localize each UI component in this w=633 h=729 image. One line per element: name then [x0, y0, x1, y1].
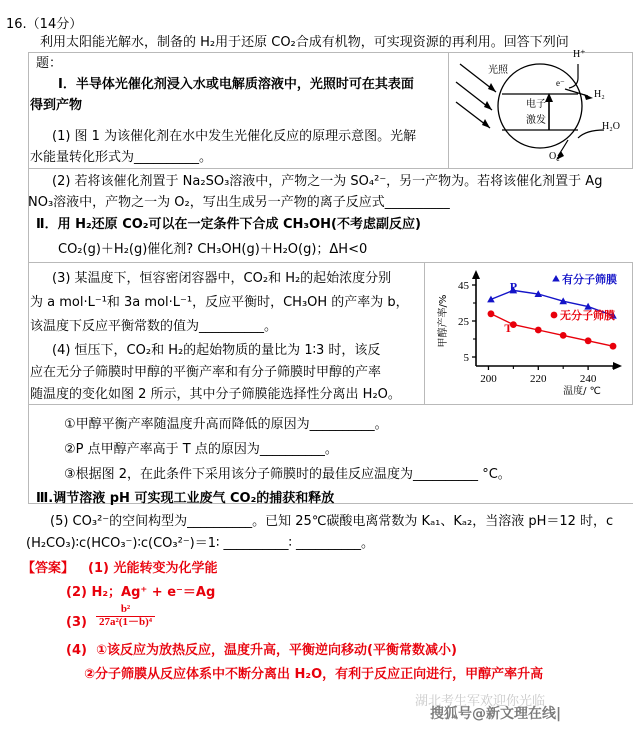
question-4-sub-3: ③根据图 2，在此条件下采用该分子筛膜时的最佳反应温度为__________ °C。	[64, 467, 511, 482]
question-3-line-3: 该温度下反应平衡常数的值为__________。	[30, 319, 278, 334]
chart-annotation: T	[504, 320, 513, 335]
chart-y-axis-label: 甲醇产率/%	[438, 294, 449, 348]
chart-y-tick-label: 5	[463, 352, 469, 364]
chart-data-point	[585, 337, 592, 344]
figure-1-label-electron: e⁻	[556, 78, 565, 88]
answer-3-numerator: b²	[120, 603, 131, 615]
h2o-path	[578, 130, 604, 138]
chart-legend-marker	[552, 275, 560, 282]
answer-3-fraction	[96, 604, 155, 628]
answer-4-sub-1: ①该反应为放热反应，温度升高，平衡逆向移动(平衡常数减小)	[96, 643, 457, 658]
question-3-line-2: 为 a mol·L⁻¹和 3a mol·L⁻¹，反应平衡时，CH₃OH 的产率为 b，	[30, 295, 409, 310]
chart-y-tick-label: 45	[458, 280, 469, 292]
table-rule-fig1-left	[448, 52, 449, 168]
part1-heading: Ⅰ．半导体光催化剂浸入水或电解质溶液中，光照时可在其表面	[58, 77, 414, 92]
answer-2: (2) H₂；Ag⁺ + e⁻＝Ag	[66, 585, 216, 600]
question-4-line-2: 应在无分子筛膜时甲醇的平衡产率和有分子筛膜时甲醇的产率	[30, 365, 382, 380]
answer-4-label: (4)	[66, 643, 87, 658]
question-2-line-2: NO₃溶液中，产物之一为 O₂，写出生成另一产物的离子反应式__________	[28, 195, 450, 210]
chart-legend-marker	[551, 312, 558, 319]
h2-arrow-head	[584, 94, 593, 100]
question-1-line-1: (1) 图 1 为该催化剂在水中发生光催化反应的原理示意图。光解	[52, 129, 417, 144]
question-4-line-3: 随温度的变化如图 2 所示，其中分子筛膜能选择性分离出 H₂O。	[30, 387, 401, 402]
table-rule-left	[28, 52, 29, 503]
watermark-text: 湖北考生军欢迎你光临	[415, 694, 546, 709]
chart-data-point	[610, 343, 617, 350]
figure-1-label-excite-2: 激发	[526, 115, 546, 126]
question-2-line-1: (2) 若将该催化剂置于 Na₂SO₃溶液中，产物之一为 SO₄²⁻，另一产物为。若将该催化剂置于 Ag	[52, 174, 603, 189]
figure-1-label-light: 光照	[488, 65, 508, 76]
chart-y-tick-label: 25	[458, 316, 469, 328]
answer-label: 【答案】	[22, 561, 75, 576]
question-number: 16.（14分）	[6, 17, 83, 32]
figure-1-label-h2o: H₂O	[602, 121, 620, 132]
reaction-equation: CO₂(g)＋H₂(g)催化剂? CH₃OH(g)＋H₂O(g)；ΔH<0	[58, 242, 368, 257]
chart-svg	[432, 266, 628, 398]
chart-x-axis-label: 温度/ ℃	[563, 386, 601, 397]
figure-1-photocatalysis-diagram	[452, 48, 630, 164]
figure-1-label-hplus: H⁺	[573, 49, 586, 60]
chart-annotation: P	[509, 279, 518, 294]
question-4-sub-1: ①甲醇平衡产率随温度升高而降低的原因为__________。	[64, 417, 388, 432]
question-intro: 利用太阳能光解水，制备的 H₂用于还原 CO₂合成有机物，可实现资源的再利用。回答下列问	[40, 35, 569, 50]
question-4-line-1: (4) 恒压下，CO₂和 H₂的起始物质的量比为 1∶3 时，该反	[52, 343, 381, 358]
chart-data-point	[560, 332, 567, 339]
chart-legend-label: 无分子筛膜	[560, 309, 615, 322]
chart-x-tick-label: 240	[579, 373, 597, 385]
table-rule-4	[28, 404, 633, 405]
table-rule-2	[28, 168, 633, 169]
question-intro-cont: 题：	[36, 56, 63, 71]
chart-x-tick-label: 200	[480, 373, 497, 385]
question-4-sub-2: ②P 点甲醇产率高于 T 点的原因为__________。	[64, 442, 338, 457]
question-3-line-1: (3) 某温度下，恒容密闭容器中，CO₂和 H₂的起始浓度分别	[52, 271, 392, 286]
part3-heading: Ⅲ.调节溶液 pH 可实现工业废气 CO₂的捕获和释放	[36, 491, 335, 506]
chart-x-tick-label: 220	[530, 373, 547, 385]
question-5-line-1: (5) CO₃²⁻的空间构型为__________。已知 25℃碳酸电离常数为 Kₐ₁、Kₐ₂，当溶液 pH＝12 时，c	[50, 514, 614, 529]
chart-x-axis-arrow	[613, 362, 622, 370]
table-rule-3	[28, 262, 633, 263]
figure-2-chart	[432, 266, 628, 398]
answer-1: (1) 光能转变为化学能	[88, 561, 218, 576]
part2-heading: Ⅱ．用 H₂还原 CO₂可以在一定条件下合成 CH₃OH(不考虑副反应)	[36, 217, 421, 232]
figure-1-label-h2: H₂	[594, 89, 605, 100]
answer-4-sub-2: ②分子筛膜从反应体系中不断分离出 H₂O，有利于反应正向进行，甲醇产率升高	[84, 667, 544, 682]
chart-data-point	[488, 310, 495, 317]
chart-data-point	[535, 327, 542, 334]
question-1-line-2: 水能量转化形式为__________。	[30, 150, 213, 165]
chart-y-axis-arrow	[472, 270, 480, 279]
answer-3-denominator: 27a²(1－b)⁴	[96, 616, 155, 629]
answer-3-label: (3)	[66, 615, 87, 630]
chart-legend-label: 有分子筛膜	[562, 273, 617, 286]
part1-heading-cont: 得到产物	[30, 98, 83, 113]
table-rule-fig2-left	[424, 262, 425, 404]
light-ray-arrowheads	[482, 83, 496, 128]
figure-1-label-o2: O₂	[549, 151, 560, 162]
figure-1-label-excite-1: 电子	[526, 99, 546, 110]
question-5-line-2: (H₂CO₃)∶c(HCO₃⁻)∶c(CO₃²⁻)＝1∶ __________∶ __________。	[26, 536, 375, 551]
brand-text: 搜狐号@新文理在线|	[430, 706, 562, 722]
